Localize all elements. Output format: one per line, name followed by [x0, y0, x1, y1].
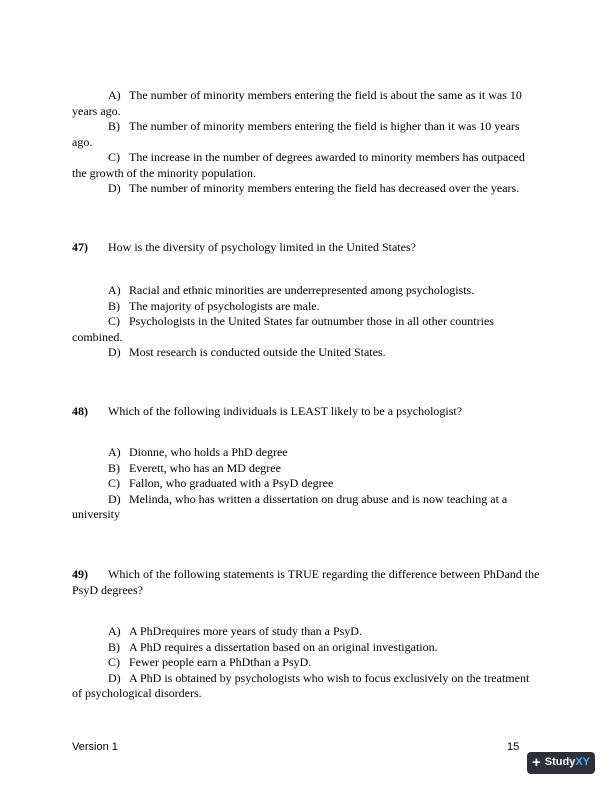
q49-option-b: B) A PhD requires a dissertation based on an original investigation. — [108, 639, 438, 654]
q48-option-b: B) Everett, who has an MD degree — [108, 460, 281, 475]
q49-option-c: C) Fewer people earn a PhDthan a PsyD. — [108, 655, 312, 669]
q46-option-b: B) The number of minority members entering the field is higher than it was 10 years ago. — [72, 119, 520, 149]
q48-text: Which of the following individuals is LEAST likely to be a psychologist? — [108, 404, 463, 418]
q47-option-a: A) Racial and ethnic minorities are underrepresented among psychologists. — [108, 283, 475, 297]
q46-option-a: A) The number of minority members entering the field is about the same as it was 10 years ago. — [72, 88, 522, 118]
q47-question — [72, 240, 542, 256]
q49-question — [72, 567, 542, 598]
q46-options — [72, 88, 542, 197]
q47-option-d: D) Most research is conducted outside the United States. — [108, 345, 386, 359]
q49-text-cont: PsyD degrees? — [72, 582, 143, 597]
q47-text: How is the diversity of psychology limited in the United States? — [108, 240, 416, 254]
badge-xy-text: XY — [575, 756, 590, 769]
q48-question — [72, 404, 542, 420]
q46-option-d: D) The number of minority members entering the field has decreased over the years. — [108, 181, 520, 195]
plus-icon: + — [531, 754, 541, 772]
q47-options — [72, 283, 542, 361]
q47-option-c: C) Psychologists in the United States far outnumber those in all other countries combined. — [72, 314, 494, 344]
q49-number: 49) — [72, 567, 88, 581]
q47-option-b: B) The majority of psychologists are male. — [108, 298, 320, 313]
q48-options — [72, 445, 542, 523]
q46-option-c: C) The increase in the number of degrees awarded to minority members has outpaced the growth of the minority population. — [72, 150, 525, 180]
q48-number: 48) — [72, 404, 88, 418]
footer-page-number: 15 — [507, 741, 520, 753]
q47-number: 47) — [72, 240, 88, 254]
footer-version: Version 1 — [72, 741, 118, 753]
q49-text: Which of the following statements is TRUE regarding the difference between PhDand the — [108, 567, 540, 581]
q48-option-c: C) Fallon, who graduated with a PsyD degree — [108, 476, 334, 490]
q49-options — [72, 624, 542, 702]
q48-option-d: D) Melinda, who has written a dissertation on drug abuse and is now teaching at a university — [72, 491, 508, 521]
q48-option-a: A) Dionne, who holds a PhD degree — [108, 445, 288, 459]
badge-study-text: Study — [544, 756, 576, 769]
q49-option-d: D) A PhD is obtained by psychologists who wish to focus exclusively on the treatment of psychological disorders. — [72, 670, 530, 700]
studyxy-badge[interactable] — [527, 752, 595, 774]
q49-option-a: A) A PhDrequires more years of study than a PsyD. — [108, 624, 362, 638]
